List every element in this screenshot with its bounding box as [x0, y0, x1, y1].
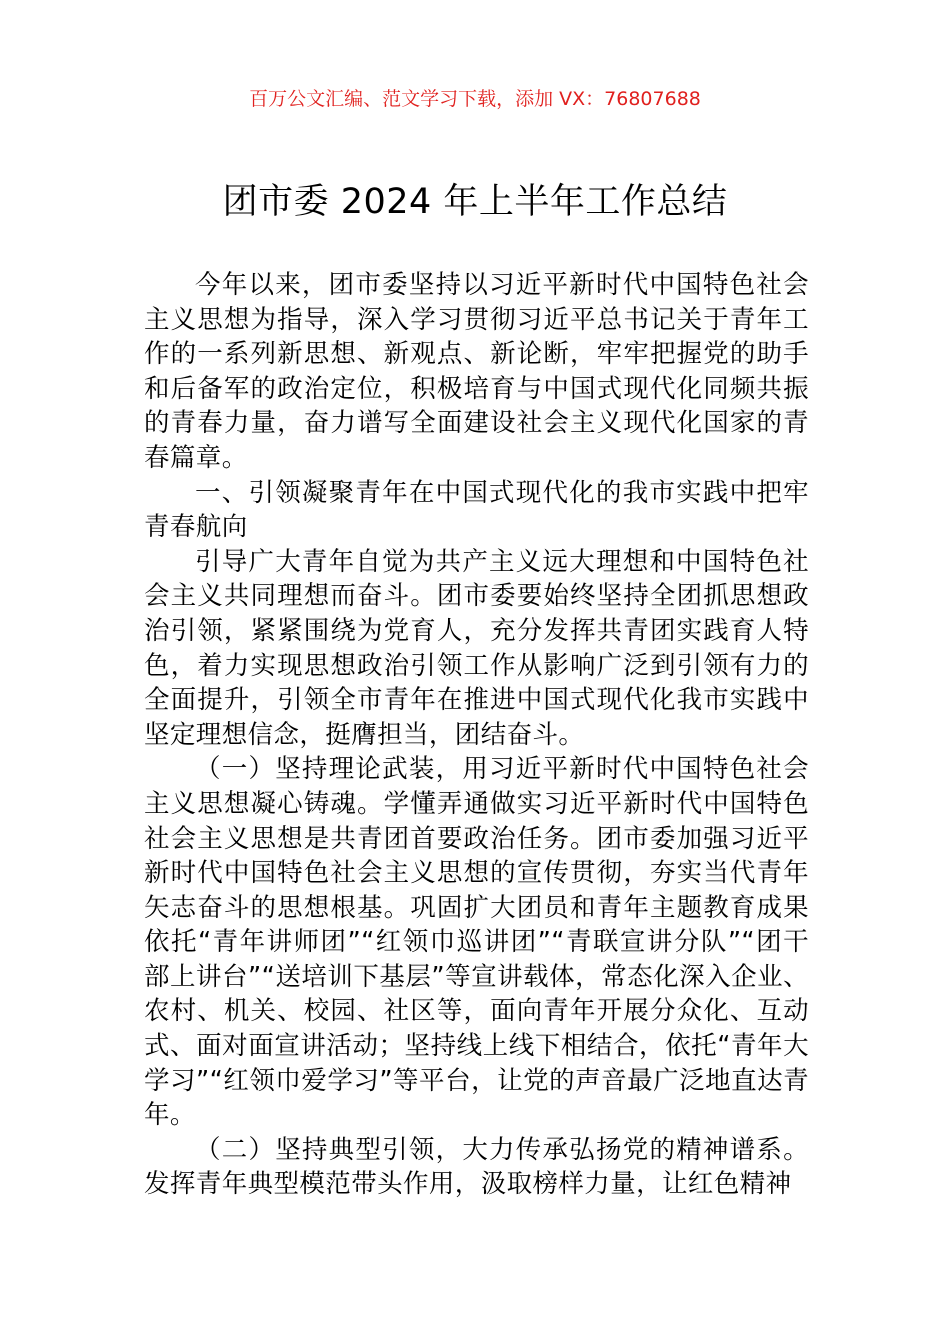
- subsection-2-paragraph: （二）坚持典型引领，大力传承弘扬党的精神谱系。发挥青年典型模范带头作用，汲取榜样力量，让红色精神: [144, 1134, 809, 1200]
- document-title: 团市委 2024 年上半年工作总结: [222, 182, 728, 222]
- section-heading-1: 一、引领凝聚青年在中国式现代化的我市实践中把牢青春航向: [144, 477, 809, 543]
- intro-paragraph: 今年以来，团市委坚持以习近平新时代中国特色社会主义思想为指导，深入学习贯彻习近平总书记关于青年工作的一系列新思想、新观点、新论断，牢牢把握党的助手和后备军的政治定位，积极培育与中国式现代化同频共振的青春力量，奋力谱写全面建设社会主义现代化国家的青春篇章。: [144, 270, 809, 473]
- section-1-paragraph: 引导广大青年自觉为共产主义远大理想和中国特色社会主义共同理想而奋斗。团市委要始终坚持全团抓思想政治引领，紧紧围绕为党育人，充分发挥共青团实践育人特色，着力实现思想政治引领工作从影响广泛到引领有力的全面提升，引领全市青年在推进中国式现代化我市实践中坚定理想信念，挺膺担当，团结奋斗。: [144, 546, 809, 750]
- document-body: [144, 268, 809, 1202]
- watermark-banner: 百万公文汇编、范文学习下载，添加 VX：76807688: [249, 88, 701, 110]
- subsection-1-paragraph: （一）坚持理论武装，用习近平新时代中国特色社会主义思想凝心铸魂。学懂弄通做实习近平新时代中国特色社会主义思想是共青团首要政治任务。团市委加强习近平新时代中国特色社会主义思想的宣传贯彻，夯实当代青年矢志奋斗的思想根基。巩固扩大团员和青年主题教育成果依托“青年讲师团”“红领巾巡讲团”“青联宣讲分队”“团干部上讲台”“送培训下基层”等宣讲载体，常态化深入企业、农村、机关、校园、社区等，面向青年开展分众化、互动式、面对面宣讲活动；坚持线上线下相结合，依托“青年大学习”“红领巾爱学习”等平台，让党的声音最广泛地直达青年。: [144, 754, 809, 1131]
